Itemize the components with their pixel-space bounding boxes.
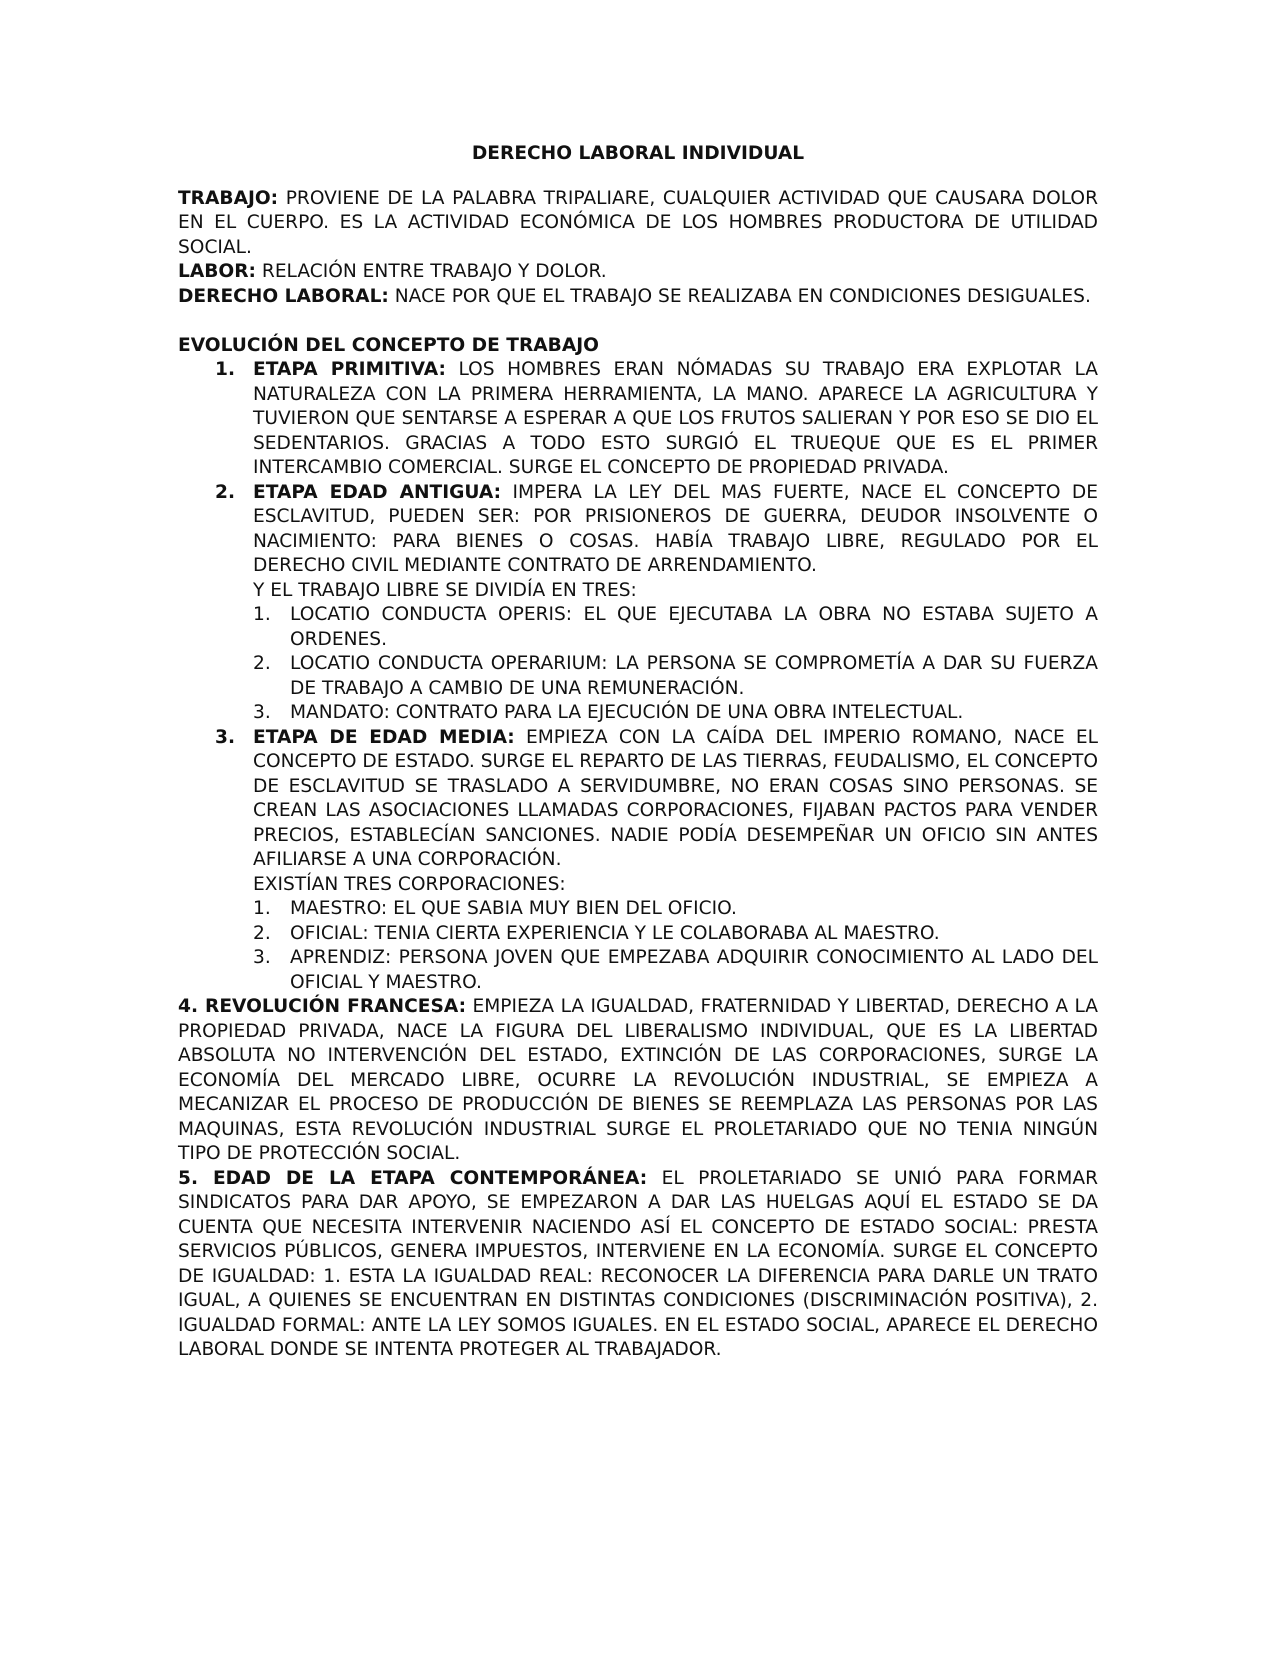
stage-term: 5. EDAD DE LA ETAPA CONTEMPORÁNEA:: [178, 1167, 648, 1189]
list-number: 1.: [253, 898, 271, 919]
definition-trabajo: [178, 187, 1098, 261]
stage-term: ETAPA PRIMITIVA:: [253, 359, 446, 380]
stage-text: EMPIEZA CON LA CAÍDA DEL IMPERIO ROMANO, NACE EL CONCEPTO DE ESTADO. SURGE EL REPARTO DE LAS TIERRAS, FEUDALISMO, EL CONCEPTO DE ESCLAVITUD SE TRASLADO A SERVIDUMBRE, NO ERAN COSAS SINO PERSONAS. SE CREAN LAS ASOCIACIONES LLAMADAS CORPORACIONES, FIJABAN PACTOS PARA VENDER PRECIOS, ESTABLECÍAN SANCIONES. NADIE PODÍA DESEMPEÑAR UN OFICIO SIN ANTES AFILIARSE A UNA CORPORACIÓN.: [253, 726, 1098, 870]
list-item-text: MANDATO: CONTRATO PARA LA EJECUCIÓN DE UNA OBRA INTELECTUAL.: [290, 702, 964, 723]
list-item: [253, 946, 1098, 995]
list-number: 3.: [253, 702, 271, 723]
definition-derecho-laboral: [178, 285, 1098, 310]
document-page: [178, 142, 1098, 1363]
list-number: 2.: [253, 922, 271, 944]
list-item-text: MAESTRO: EL QUE SABIA MUY BIEN DEL OFICIO.: [290, 898, 737, 919]
stage-term: ETAPA EDAD ANTIGUA:: [253, 481, 502, 503]
list-number: 3.: [253, 947, 271, 968]
stage-text: EMPIEZA LA IGUALDAD, FRATERNIDAD Y LIBERTAD, DERECHO A LA PROPIEDAD PRIVADA, NACE LA FIGURA DEL LIBERALISMO INDIVIDUAL, QUE ES LA LIBERTAD ABSOLUTA NO INTERVENCIÓN DEL ESTADO, EXTINCIÓN DE LAS CORPORACIONES, SURGE LA ECONOMÍA DEL MERCADO LIBRE, OCURRE LA REVOLUCIÓN INDUSTRIAL, SE EMPIEZA A MECANIZAR EL PROCESO DE PRODUCCIÓN DE BIENES SE REEMPLAZA LAS PERSONAS POR LAS MAQUINAS, ESTA REVOLUCIÓN INDUSTRIAL SURGE EL PROLETARIADO QUE NO TENIA NINGÚN TIPO DE PROTECCIÓN SOCIAL.: [178, 996, 1099, 1164]
stage-subintro: Y EL TRABAJO LIBRE SE DIVIDÍA EN TRES:: [253, 579, 637, 601]
list-number: 1.: [215, 359, 236, 380]
blank-line: [178, 309, 1098, 334]
sublist: [253, 897, 1098, 995]
stages-list: [178, 358, 1098, 995]
list-number: 3.: [215, 726, 236, 748]
definition-text: PROVIENE DE LA PALABRA TRIPALIARE, CUALQUIER ACTIVIDAD QUE CAUSARA DOLOR EN EL CUERPO. ES LA ACTIVIDAD ECONÓMICA DE LOS HOMBRES PRODUCTORA DE UTILIDAD SOCIAL.: [178, 187, 1098, 258]
list-number: 2.: [253, 653, 271, 674]
list-item: [253, 701, 1098, 726]
stage-item-edad-media: [178, 726, 1098, 996]
definition-term: LABOR:: [178, 261, 256, 282]
stage-text: IMPERA LA LEY DEL MAS FUERTE, NACE EL CONCEPTO DE ESCLAVITUD, PUEDEN SER: POR PRISIONEROS DE GUERRA, DEUDOR INSOLVENTE O NACIMIENTO: PARA BIENES O COSAS. HABÍA TRABAJO LIBRE, REGULADO POR EL DERECHO CIVIL MEDIANTE CONTRATO DE ARRENDAMIENTO.: [253, 481, 1098, 576]
list-item-text: OFICIAL: TENIA CIERTA EXPERIENCIA Y LE COLABORABA AL MAESTRO.: [290, 922, 940, 944]
list-item: [253, 603, 1098, 652]
definition-labor: [178, 260, 1098, 285]
stage-item-primitiva: [178, 358, 1098, 481]
list-item-text: LOCATIO CONDUCTA OPERARIUM: LA PERSONA SE COMPROMETÍA A DAR SU FUERZA DE TRABAJO A CAMBIO DE UNA REMUNERACIÓN.: [290, 653, 1098, 699]
list-item-text: LOCATIO CONDUCTA OPERIS: EL QUE EJECUTABA LA OBRA NO ESTABA SUJETO A ORDENES.: [290, 604, 1098, 650]
list-item: [253, 897, 1098, 922]
list-item: [253, 652, 1098, 701]
list-item: [253, 922, 1098, 947]
stage-revolucion-francesa: [178, 995, 1098, 1167]
stage-text: LOS HOMBRES ERAN NÓMADAS SU TRABAJO ERA EXPLOTAR LA NATURALEZA CON LA PRIMERA HERRAMIENTA, LA MANO. APARECE LA AGRICULTURA Y TUVIERON QUE SENTARSE A ESPERAR A QUE LOS FRUTOS SALIERAN Y POR ESO SE DIO EL SEDENTARIOS. GRACIAS A TODO ESTO SURGIÓ EL TRUEQUE QUE ES EL PRIMER INTERCAMBIO COMERCIAL. SURGE EL CONCEPTO DE PROPIEDAD PRIVADA.: [253, 359, 1098, 478]
definition-text: NACE POR QUE EL TRABAJO SE REALIZABA EN CONDICIONES DESIGUALES.: [388, 285, 1091, 307]
list-number: 1.: [253, 604, 271, 625]
stage-term: ETAPA DE EDAD MEDIA:: [253, 726, 515, 748]
definition-text: RELACIÓN ENTRE TRABAJO Y DOLOR.: [255, 261, 607, 282]
stage-subintro: EXISTÍAN TRES CORPORACIONES:: [253, 873, 566, 895]
list-item-text: APRENDIZ: PERSONA JOVEN QUE EMPEZABA ADQUIRIR CONOCIMIENTO AL LADO DEL OFICIAL Y MAESTRO.: [290, 947, 1098, 993]
sublist: [253, 603, 1098, 726]
list-number: 2.: [215, 481, 236, 503]
stage-text: EL PROLETARIADO SE UNIÓ PARA FORMAR SINDICATOS PARA DAR APOYO, SE EMPEZARON A DAR LAS HUELGAS AQUÍ EL ESTADO SE DA CUENTA QUE NECESITA INTERVENIR NACIENDO ASÍ EL CONCEPTO DE ESTADO SOCIAL: PRESTA SERVICIOS PÚBLICOS, GENERA IMPUESTOS, INTERVIENE EN LA ECONOMÍA. SURGE EL CONCEPTO DE IGUALDAD: 1. ESTA LA IGUALDAD REAL: RECONOCER LA DIFERENCIA PARA DARLE UN TRATO IGUAL, A QUIENES SE ENCUENTRAN EN DISTINTAS CONDICIONES (DISCRIMINACIÓN POSITIVA), 2. IGUALDAD FORMAL: ANTE LA LEY SOMOS IGUALES. EN EL ESTADO SOCIAL, APARECE EL DERECHO LABORAL DONDE SE INTENTA PROTEGER AL TRABAJADOR.: [178, 1167, 1098, 1360]
section-title: EVOLUCIÓN DEL CONCEPTO DE TRABAJO: [178, 334, 599, 356]
definition-term: DERECHO LABORAL:: [178, 285, 389, 307]
definition-term: TRABAJO:: [178, 187, 279, 209]
stage-edad-contemporanea: [178, 1167, 1098, 1363]
document-title: DERECHO LABORAL INDIVIDUAL: [471, 143, 805, 164]
stage-term: 4. REVOLUCIÓN FRANCESA:: [178, 996, 467, 1017]
stage-item-edad-antigua: [178, 481, 1098, 726]
